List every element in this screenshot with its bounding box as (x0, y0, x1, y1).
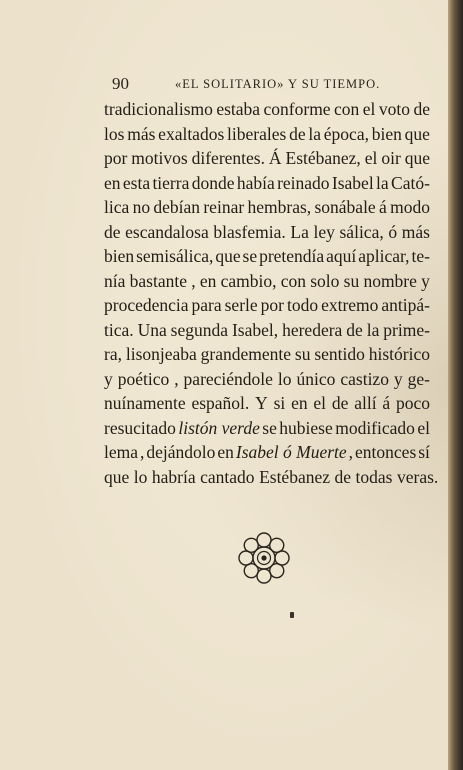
word: resucitado (104, 417, 176, 438)
word: más (401, 221, 430, 242)
text-line (104, 440, 430, 465)
word: ó (388, 221, 398, 242)
word: lica (104, 197, 130, 217)
word: tradicionalismo (104, 99, 213, 119)
text-line (104, 122, 430, 147)
word: pareciéndole (183, 368, 273, 389)
word: veras. (396, 466, 439, 487)
word: nía (104, 270, 126, 291)
word: de (346, 319, 363, 340)
italic-phrase: Isabel ó Muerte (235, 442, 347, 462)
word: en (291, 393, 308, 413)
word: de (413, 99, 430, 119)
word: y (104, 368, 113, 389)
word: que (215, 246, 241, 266)
word: la (366, 319, 380, 340)
text-line (104, 195, 430, 220)
word: su (294, 344, 311, 364)
word: , (174, 368, 179, 389)
word: , (348, 442, 354, 462)
word: escandalosa (125, 221, 209, 242)
text-line (104, 146, 430, 171)
word: cantado (200, 466, 255, 487)
word: antipá- (381, 295, 430, 315)
word: el (417, 417, 430, 438)
word: lo (277, 368, 292, 389)
text-line (104, 465, 439, 490)
word: heredera (282, 319, 343, 340)
word: Estébanez, (285, 148, 361, 168)
word: sálica, (339, 221, 384, 242)
word: conforme (263, 99, 331, 119)
word: liberales (227, 123, 287, 144)
word: lema (104, 442, 139, 462)
word: á (379, 197, 387, 217)
word: te- (411, 246, 430, 266)
word: de (104, 221, 121, 242)
rosette-ornament-icon (234, 528, 294, 588)
page-number: 90 (112, 74, 129, 93)
word: bien (104, 246, 135, 266)
word: grandemente (200, 344, 292, 364)
rosette-petal (257, 533, 271, 547)
ink-mark (290, 612, 294, 618)
word: allí (354, 393, 377, 413)
word: solo (310, 270, 340, 291)
text-line (104, 367, 430, 392)
word: reinado (277, 172, 330, 193)
word: Estébanez (259, 466, 330, 487)
word: había (236, 172, 275, 193)
word: español. (191, 393, 250, 413)
word: pretendía (259, 246, 325, 266)
word: procedencia (104, 295, 189, 315)
word: único (296, 368, 336, 389)
word: modificado (335, 417, 415, 438)
word: La (290, 221, 309, 242)
word: esta (122, 172, 151, 193)
word: , (191, 270, 196, 291)
word: de (289, 123, 306, 144)
text-line (104, 244, 430, 269)
word: voto (378, 99, 410, 119)
word: nombre (363, 270, 417, 291)
word: Y (255, 393, 268, 413)
word: que (104, 466, 130, 487)
word: aplicar, (358, 246, 410, 266)
text-line (104, 416, 430, 441)
word: para (191, 295, 222, 315)
word: lo (133, 466, 148, 487)
page-header (112, 74, 432, 94)
word: sí (418, 442, 430, 462)
word: de (334, 466, 352, 487)
word: modo (390, 197, 430, 217)
word: donde (191, 172, 235, 193)
word: el (313, 393, 327, 413)
word: sentido (314, 344, 365, 364)
word: reinar (203, 197, 245, 217)
word: no (132, 197, 151, 217)
word: Isabel (331, 172, 374, 193)
rosette-petal (275, 551, 289, 565)
word: los (104, 123, 125, 144)
page-edge (448, 0, 463, 770)
word: con (280, 270, 306, 291)
rosette-petal (239, 551, 253, 565)
word: debían (153, 197, 201, 217)
word: bien (371, 123, 402, 144)
text-line (104, 220, 430, 245)
word: que (404, 123, 430, 144)
word: tierra (152, 172, 190, 193)
word: nuínamente (104, 393, 186, 413)
word: exaltados (158, 123, 225, 144)
word: de (331, 393, 349, 413)
word: blasfemia. (213, 221, 286, 242)
word: sonábale (314, 197, 376, 217)
word: la (308, 123, 322, 144)
word: se (262, 417, 277, 438)
word: motivos (131, 148, 188, 168)
word: todas (355, 466, 393, 487)
word: por (260, 295, 284, 315)
word: á (382, 393, 391, 413)
word: en (199, 270, 217, 291)
text-line (104, 318, 430, 343)
text-line (104, 269, 430, 294)
word: época, (323, 123, 369, 144)
word: que (404, 148, 430, 168)
word: aquí (326, 246, 357, 266)
word: extremo (321, 295, 379, 315)
word: Isabel, (231, 319, 279, 340)
word: ge- (407, 368, 430, 389)
word: serle (224, 295, 258, 315)
word: histórico (368, 344, 430, 364)
word: cambio, (220, 270, 277, 291)
rosette-petal (257, 569, 271, 583)
word: la (376, 172, 389, 193)
word: ra, (104, 344, 122, 364)
word: dejándolo (146, 442, 216, 462)
word: poético (117, 368, 170, 389)
word: semisálica, (136, 246, 214, 266)
word: castizo (340, 368, 389, 389)
word: y (421, 270, 430, 291)
word: más (127, 123, 156, 144)
italic-phrase: listón verde (178, 417, 260, 438)
body-text (104, 97, 439, 489)
text-line (104, 171, 430, 196)
word: Á (268, 148, 282, 168)
word: si (273, 393, 286, 413)
text-line (104, 342, 430, 367)
word: el (364, 148, 378, 168)
word: bastante (129, 270, 187, 291)
word: habría (151, 466, 196, 487)
text-line (104, 97, 430, 122)
word: y (393, 368, 403, 389)
word: su (343, 270, 360, 291)
word: entonces (355, 442, 417, 462)
word: en (104, 172, 121, 193)
text-line (104, 391, 430, 416)
word: Cató- (391, 172, 430, 193)
word: tica. (104, 319, 134, 340)
word: lisonjeaba (125, 344, 197, 364)
word: , (140, 442, 145, 462)
word: hubiese (279, 417, 333, 438)
word: con (334, 99, 360, 119)
word: oir (381, 148, 401, 168)
word: diferentes. (191, 148, 265, 168)
word: se (242, 246, 258, 266)
word: poco (395, 393, 430, 413)
word: Una (137, 319, 167, 340)
word: el (362, 99, 376, 119)
running-head: «EL SOLITARIO» Y SU TIEMPO. (175, 77, 381, 91)
word: prime- (383, 319, 430, 340)
word: por (104, 148, 128, 168)
word: todo (286, 295, 319, 315)
word: hembras, (247, 197, 312, 217)
word: estaba (216, 99, 261, 119)
word: ley (313, 221, 335, 242)
word: segunda (170, 319, 229, 340)
word: en (217, 442, 234, 462)
text-line (104, 293, 430, 318)
